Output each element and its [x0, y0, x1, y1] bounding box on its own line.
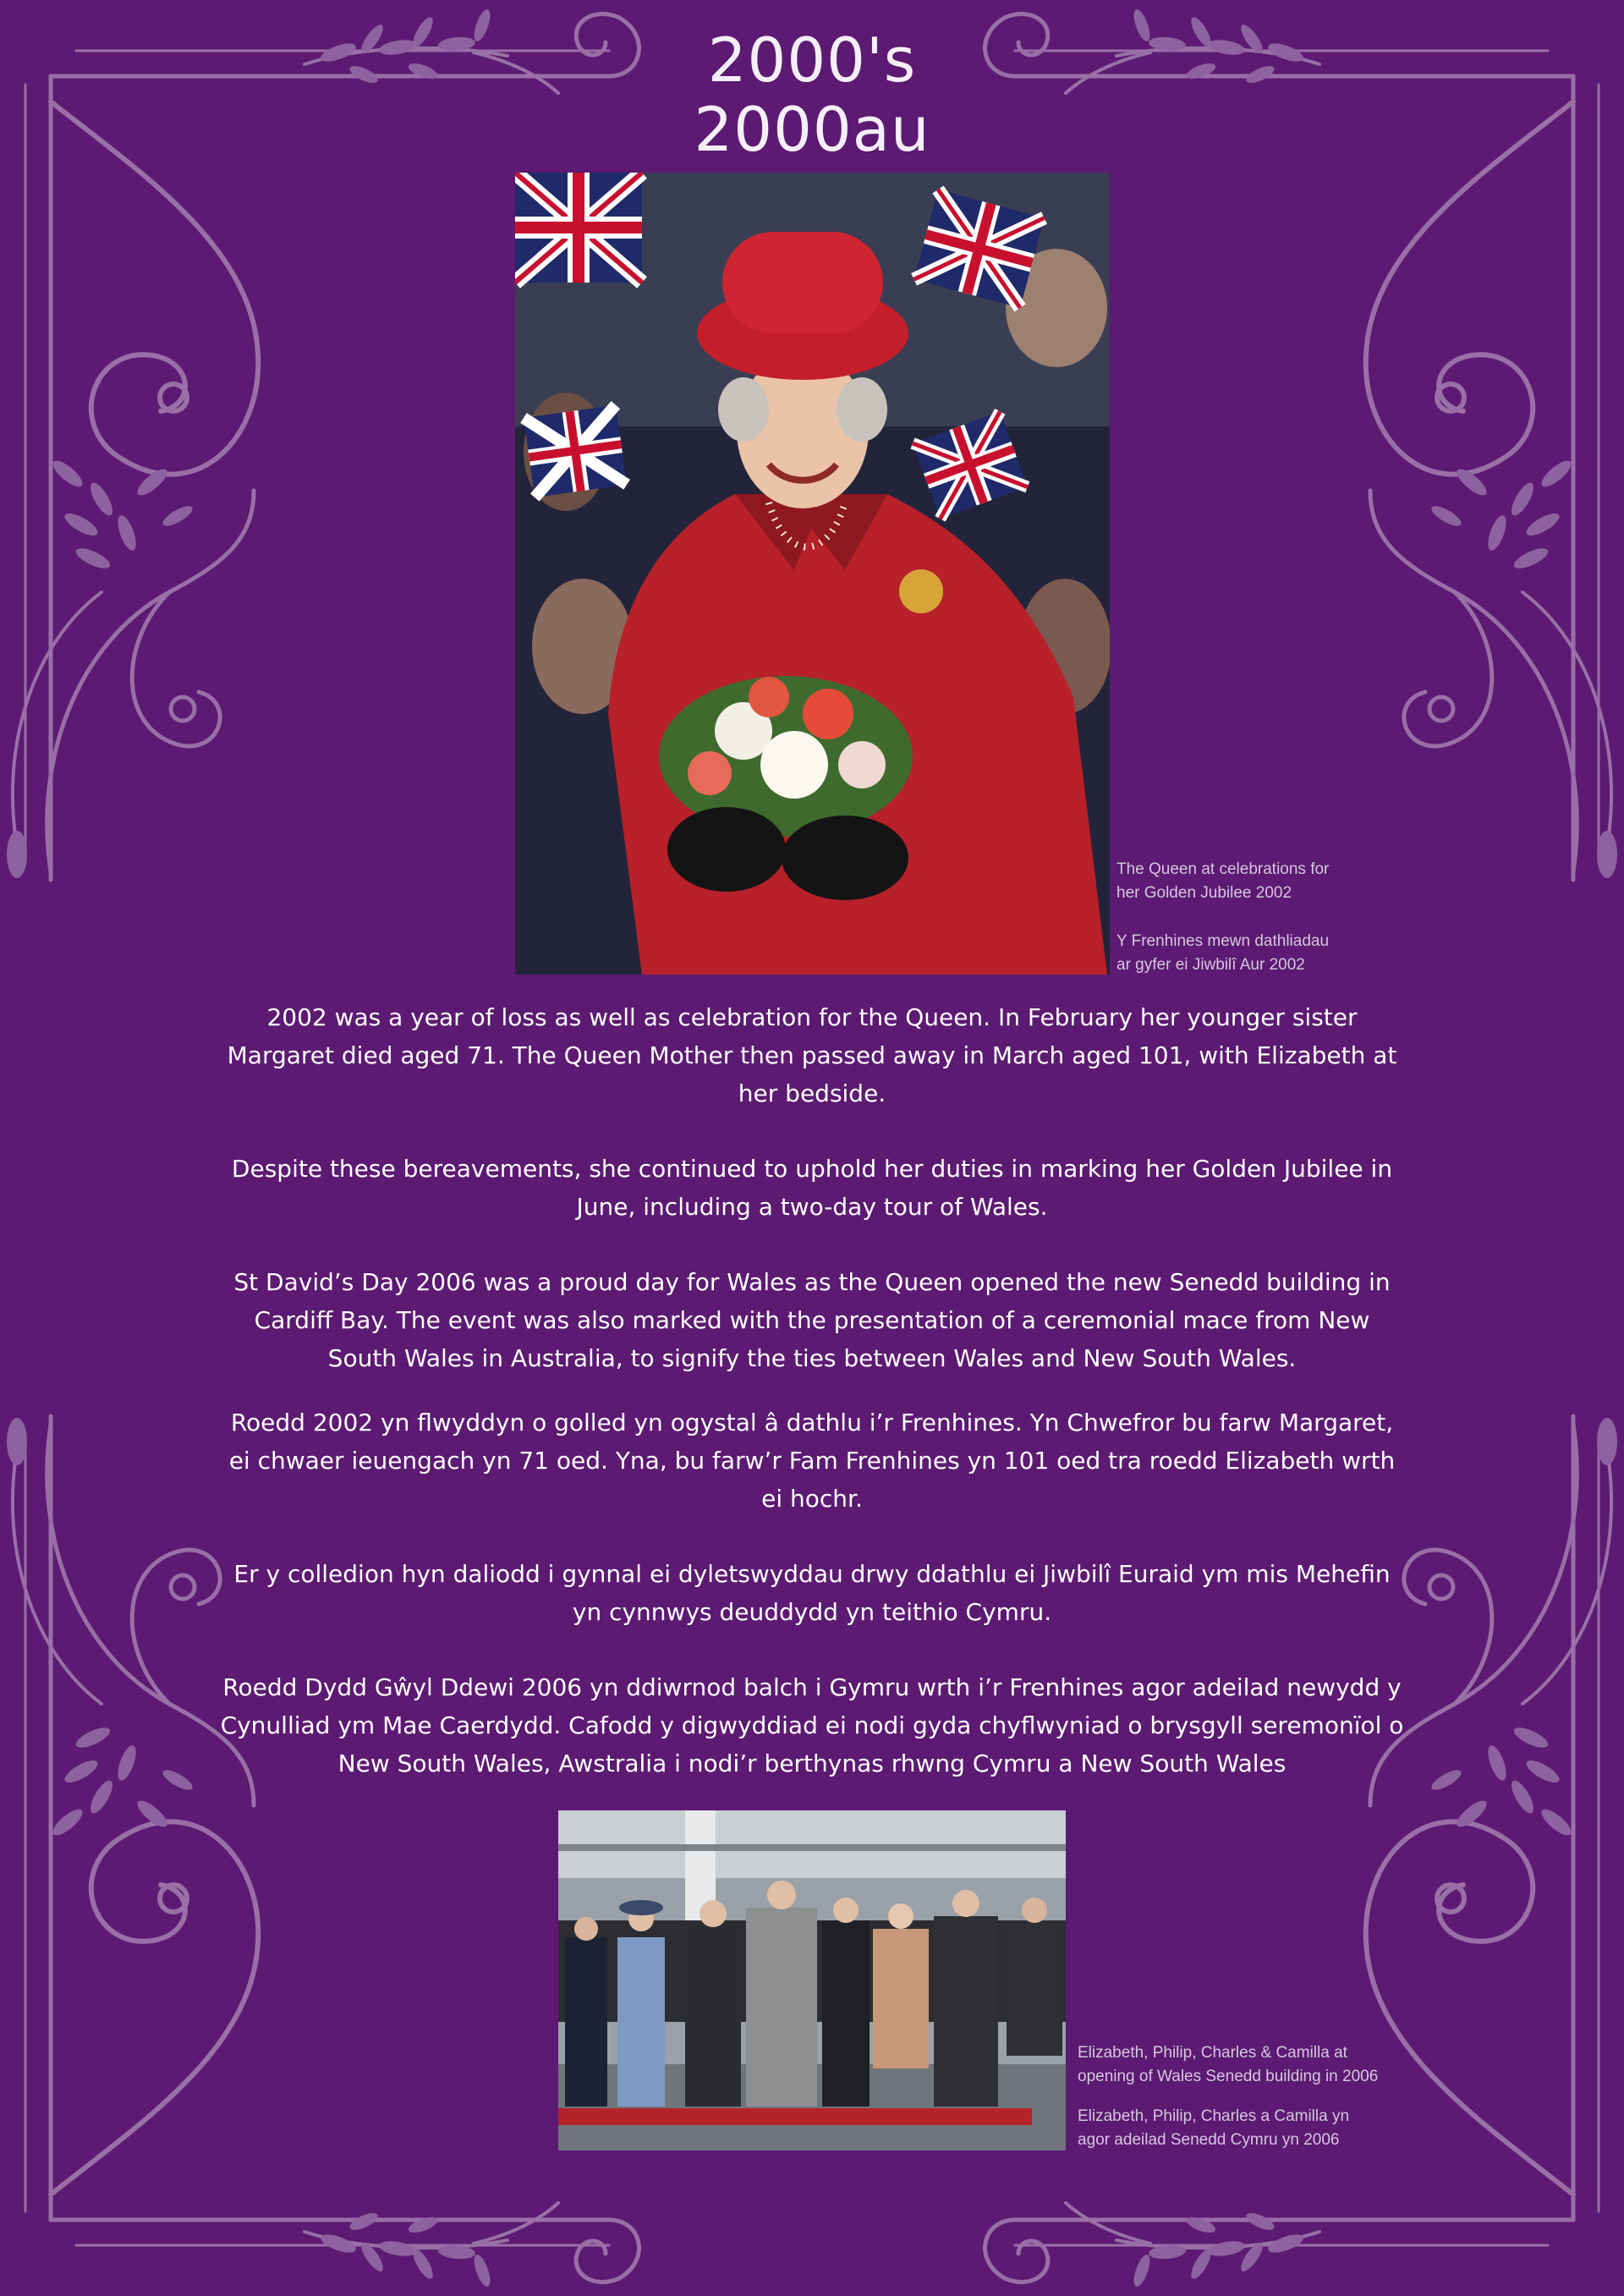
queen-photo-caption-welsh: Y Frenhines mewn dathliadau ar gyfer ei Jiwbilî Aur 2002	[1116, 932, 1330, 974]
queen-golden-jubilee-photo	[515, 173, 1110, 975]
senedd-opening-photo	[558, 1810, 1066, 2150]
paragraph-english-3: St David’s Day 2006 was a proud day for Wales as the Queen opened the new Senedd building in Cardiff Bay. The event was also marked with the presentation of a ceremonial mace from New South Wales in Australia, to signify the ties between Wales and New South Wales.	[233, 1268, 1391, 1372]
paragraph-welsh-2: Er y colledion hyn daliodd i gynnal ei dyletswyddau drwy ddathlu ei Jiwbilî Euraid ym mis Mehefin yn cynnwys deuddydd yn teithio Cymru.	[233, 1560, 1391, 1626]
queen-photo-caption-english: The Queen at celebrations for her Golden Jubilee 2002	[1116, 860, 1330, 902]
paragraph-welsh-1: Roedd 2002 yn flwyddyn o golled yn ogystal â dathlu i’r Frenhines. Yn Chwefror bu farw Margaret, ei chwaer ieuengach yn 71 oed. Yna, bu farw’r Fam Frenhines yn 101 oed tra roedd Elizabeth wrth ei hochr.	[228, 1409, 1396, 1513]
paragraph-english-2: Despite these bereavements, she continued to uphold her duties in marking her Golden Jubilee in June, including a two-day tour of Wales.	[231, 1155, 1393, 1221]
paragraph-welsh-3: Roedd Dydd Gŵyl Ddewi 2006 yn ddiwrnod balch i Gymru wrth i’r Frenhines agor adeilad newydd y Cynulliad ym Mae Caerdydd. Cafodd y digwyddiad ei nodi gyda chyflwyniad o brysgyll seremonïol o New South Wales, Awstralia i nodi’r berthynas rhwng Cymru a New South Wales	[220, 1673, 1404, 1777]
paragraph-english-1: 2002 was a year of loss as well as celebration for the Queen. In February her younger sister Margaret died aged 71. The Queen Mother then passed away in March aged 101, with Elizabeth at her bedside.	[227, 1003, 1397, 1107]
senedd-photo-caption-welsh: Elizabeth, Philip, Charles a Camilla yn agor adeilad Senedd Cymru yn 2006	[1078, 2107, 1350, 2149]
page-title-english: 2000's	[707, 25, 917, 96]
senedd-photo-caption-english: Elizabeth, Philip, Charles & Camilla at opening of Wales Senedd building in 2006	[1078, 2044, 1379, 2085]
page-title-welsh: 2000au	[694, 94, 930, 165]
